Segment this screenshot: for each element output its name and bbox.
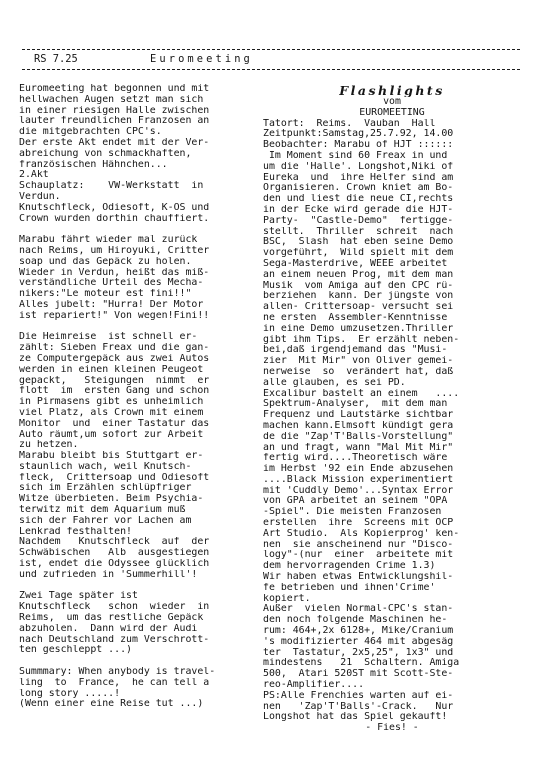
text-line: Auto räumt,um sofort zur Arbeit	[19, 429, 204, 440]
text-line: Nachdem Knutschfleck auf der	[19, 537, 210, 548]
header-rule-bottom	[22, 69, 520, 70]
text-line: 500, Atari 520ST mit Scott-Ste-	[263, 669, 454, 680]
text-line: abzuholen. Dann wird der Audi	[19, 623, 198, 634]
text-line: alle glauben, es sei PD.	[263, 377, 406, 388]
text-line: Alles jubelt: "Hurra! Der Motor	[19, 299, 204, 310]
text-line: ze Computergepäck aus zwei Autos	[19, 353, 210, 364]
text-line: gibt ihm Tips. Er erzählt neben-	[263, 334, 460, 345]
text-line: mit 'Cuddly Demo'...Syntax Error	[263, 485, 454, 496]
text-line: stellt. Thriller schreit nach	[263, 226, 454, 237]
text-line: nerweise so verändert hat, daß	[263, 366, 454, 377]
text-line: Zwei Tage später ist	[19, 591, 138, 602]
text-line: Euromeeting hat begonnen und mit	[19, 84, 210, 94]
text-line: Party- "Castle-Demo" fertigge-	[263, 215, 454, 226]
text-line: 's modifizierter 464 mit abgesäg	[263, 636, 454, 647]
text-line: Schauplatz: VW-Werkstatt in	[19, 181, 204, 192]
text-line: an und fragt, wann "Mal Mit Mir"	[263, 442, 454, 453]
text-line: nen 'Zap'T'Balls'-Crack. Nur	[263, 701, 454, 712]
text-line: mindestens 21 Schaltern. Amiga	[263, 658, 460, 669]
text-line: fertig wird....Theoretisch wäre	[263, 453, 448, 464]
text-line: in eine Demo umzusetzen.Thriller	[263, 323, 454, 334]
flashlights-subtitle-event: EUROMEETING	[359, 107, 425, 118]
text-line: Musik vom Amiga auf den CPC rü-	[263, 280, 454, 291]
text-line: nach Deutschland zum Verschrott-	[19, 634, 210, 645]
text-line: ist repariert!" Von wegen!Fini!!	[19, 310, 210, 321]
text-line: französischen Hähnchen...	[19, 159, 168, 170]
text-line: logy"-(nur einer arbeitete mit	[263, 550, 454, 561]
text-line: ne ersten Assembler-Kenntnisse	[263, 312, 448, 323]
text-line: soap und das Gepäck zu holen.	[19, 256, 192, 267]
text-line: (Wenn einer eine Reise tut ...)	[19, 699, 204, 710]
text-line: Knutschfleck, Odiesoft, K-OS und	[19, 202, 210, 213]
text-line: im Herbst '92 ein Ende abzusehen	[263, 464, 454, 475]
text-line: Reims, um das restliche Gepäck	[19, 613, 204, 624]
text-line: sich im Erzählen schlüpfriger	[19, 483, 192, 494]
text-line: Schwäbischen Alb ausgestiegen	[19, 548, 210, 559]
flashlights-column	[263, 84, 521, 734]
text-line: Eureka und ihre Helfer sind am	[263, 172, 454, 183]
article-left-column	[19, 84, 251, 710]
text-line: machen kann.Elmsoft kündigt gera	[263, 420, 454, 431]
text-line: gepackt, Steigungen nimmt er	[19, 375, 210, 386]
page-header	[34, 53, 517, 67]
text-line: long story .....!	[19, 688, 121, 699]
page-reference: RS 7.25	[34, 53, 78, 65]
text-line: in der Ecke wird gerade die HJT-	[263, 204, 454, 215]
text-line: hellwachen Augen setzt man sich	[19, 94, 204, 105]
text-line: Longshot hat das Spiel gekauft!	[263, 712, 448, 723]
text-line: PS:Alle Frenchies warten auf ei-	[263, 690, 454, 701]
text-line: Sega-Masterdrive, WEEE arbeitet	[263, 258, 448, 269]
text-line: Marabu fährt wieder mal zurück	[19, 235, 198, 246]
text-line: zier Mit Mir" von Oliver gemei-	[263, 356, 454, 367]
text-line: zählt: Sieben Freax und die gan-	[19, 343, 210, 354]
text-line: den und liest die neue CI,rechts	[263, 194, 454, 205]
text-line: kopiert.	[263, 593, 311, 604]
text-line: Spektrum-Analyser, mit dem man	[263, 399, 448, 410]
flashlights-subtitle-vom: vom	[383, 97, 401, 107]
text-line: Summmary: When anybody is travel-	[19, 667, 216, 678]
paragraph-gap	[19, 322, 251, 333]
text-line: nen sie anscheinend nur "Disco-	[263, 539, 454, 550]
text-line: Knutschfleck schon wieder in	[19, 602, 210, 613]
text-line: Zeitpunkt:Samstag,25.7.92, 14.00	[263, 129, 454, 140]
text-line: ....Black Mission experimentiert	[263, 474, 454, 485]
text-line: Witze überbieten. Beim Psychia-	[19, 494, 204, 505]
text-line: rum: 464+,2x 6128+, Mike/Cranium	[263, 626, 454, 637]
paragraph-gap	[19, 224, 251, 235]
text-line: vorgeführt, Wild spielt mit dem	[263, 248, 454, 259]
text-line: in einer riesigen Halle zwischen	[19, 105, 210, 116]
text-line: Die Heimreise ist schnell er-	[19, 332, 198, 343]
text-line: Beobachter: Marabu of HJT ::::::	[263, 140, 454, 151]
text-line: de die "Zap'T'Balls-Vorstellung"	[263, 431, 454, 442]
text-line: werden in einen kleinen Peugeot	[19, 364, 204, 375]
text-line: allen- Crittersoap- versucht sei	[263, 302, 454, 313]
text-line: 2.Akt	[19, 170, 49, 181]
text-line: Der erste Akt endet mit der Ver-	[19, 137, 210, 148]
text-line: erstellen ihre Screens mit OCP	[263, 518, 454, 529]
text-line: um die 'Halle'. Longshot,Niki of	[263, 161, 454, 172]
text-line: lauter freundlichen Franzosen an	[19, 116, 210, 127]
text-line: zu hetzen.	[19, 440, 79, 451]
flashlights-body	[263, 119, 521, 724]
text-line: ling to France, he can tell a	[19, 677, 210, 688]
paragraph-gap	[19, 581, 251, 592]
text-line: staunlich wach, weil Knutsch-	[19, 461, 192, 472]
text-line: dem hervorragenden Crime 1.3)	[263, 561, 436, 572]
text-line: den noch folgende Maschinen he-	[263, 615, 448, 626]
text-line: reo-Amplifier....	[263, 680, 365, 691]
text-line: Tatort: Reims. Vauban Hall	[263, 118, 436, 129]
text-line: Monitor und einer Tastatur das	[19, 418, 210, 429]
text-line: nach Reims, um Hiroyuki, Critter	[19, 245, 210, 256]
text-line: Crown wurden dorthin chauffiert.	[19, 213, 210, 224]
text-line: fe betrieben und ihnen'Crime'	[263, 582, 436, 593]
text-line: in Pirmasens gibt es unheimlich	[19, 397, 204, 408]
text-line: von GPA arbeitet an seinem "OPA	[263, 496, 448, 507]
text-line: bei,daß irgendjemand das "Musi-	[263, 345, 448, 356]
text-line: Excalibur bastelt an einem ....	[263, 388, 460, 399]
header-rule-top	[22, 49, 520, 50]
text-line: ten geschleppt ...)	[19, 645, 132, 656]
text-line: BSC, Slash hat eben seine Demo	[263, 237, 454, 248]
text-line: verständliche Urteil des Mecha-	[19, 278, 204, 289]
text-line: Marabu bleibt bis Stuttgart er-	[19, 451, 204, 462]
paragraph-gap	[19, 656, 251, 667]
text-line: viel Platz, als Crown mit einem	[19, 407, 204, 418]
text-line: ist, endet die Odyssee glücklich	[19, 559, 210, 570]
text-line: Verdun.	[19, 191, 61, 202]
text-line: Im Moment sind 60 Freax in und	[263, 150, 448, 161]
author-signature: - Fies! -	[365, 723, 419, 734]
text-line: -Spiel". Die meisten Franzosen	[263, 507, 442, 518]
text-line: terwitz mit dem Aquarium muß	[19, 505, 186, 516]
text-line: Lenkrad festhalten!	[19, 526, 132, 537]
text-line: an einem neuen Prog, mit dem man	[263, 269, 454, 280]
text-line: Organisieren. Crown kniet am Bo-	[263, 183, 454, 194]
text-line: sich der Fahrer vor Lachen am	[19, 515, 192, 526]
text-line: berziehen kann. Der jüngste von	[263, 291, 454, 302]
text-line: nikers:"Le moteur est fini!!"	[19, 289, 192, 300]
text-line: ter Tastatur, 2x5,25", 1x3" und	[263, 647, 454, 658]
text-line: flott im ersten Gang und schon	[19, 386, 210, 397]
text-line: Wieder in Verdun, heißt das miß-	[19, 267, 210, 278]
text-line: Wir haben etwas Entwicklungshil-	[263, 572, 454, 583]
text-line: die mitgebrachten CPC's.	[19, 127, 162, 138]
flashlights-title: Flashlights	[339, 84, 445, 97]
section-title: Euromeeting	[150, 53, 253, 65]
text-line: Frequenz und Lautstärke sichtbar	[263, 410, 454, 421]
text-line: Art Studio. Als Kopierprog' ken-	[263, 528, 460, 539]
text-line: Außer vielen Normal-CPC's stan-	[263, 604, 454, 615]
text-line: abreichung von schmackhaften,	[19, 148, 192, 159]
text-line: fleck, Crittersoap und Odiesoft	[19, 472, 210, 483]
text-line: und zufrieden in 'Summerhill'!	[19, 569, 198, 580]
